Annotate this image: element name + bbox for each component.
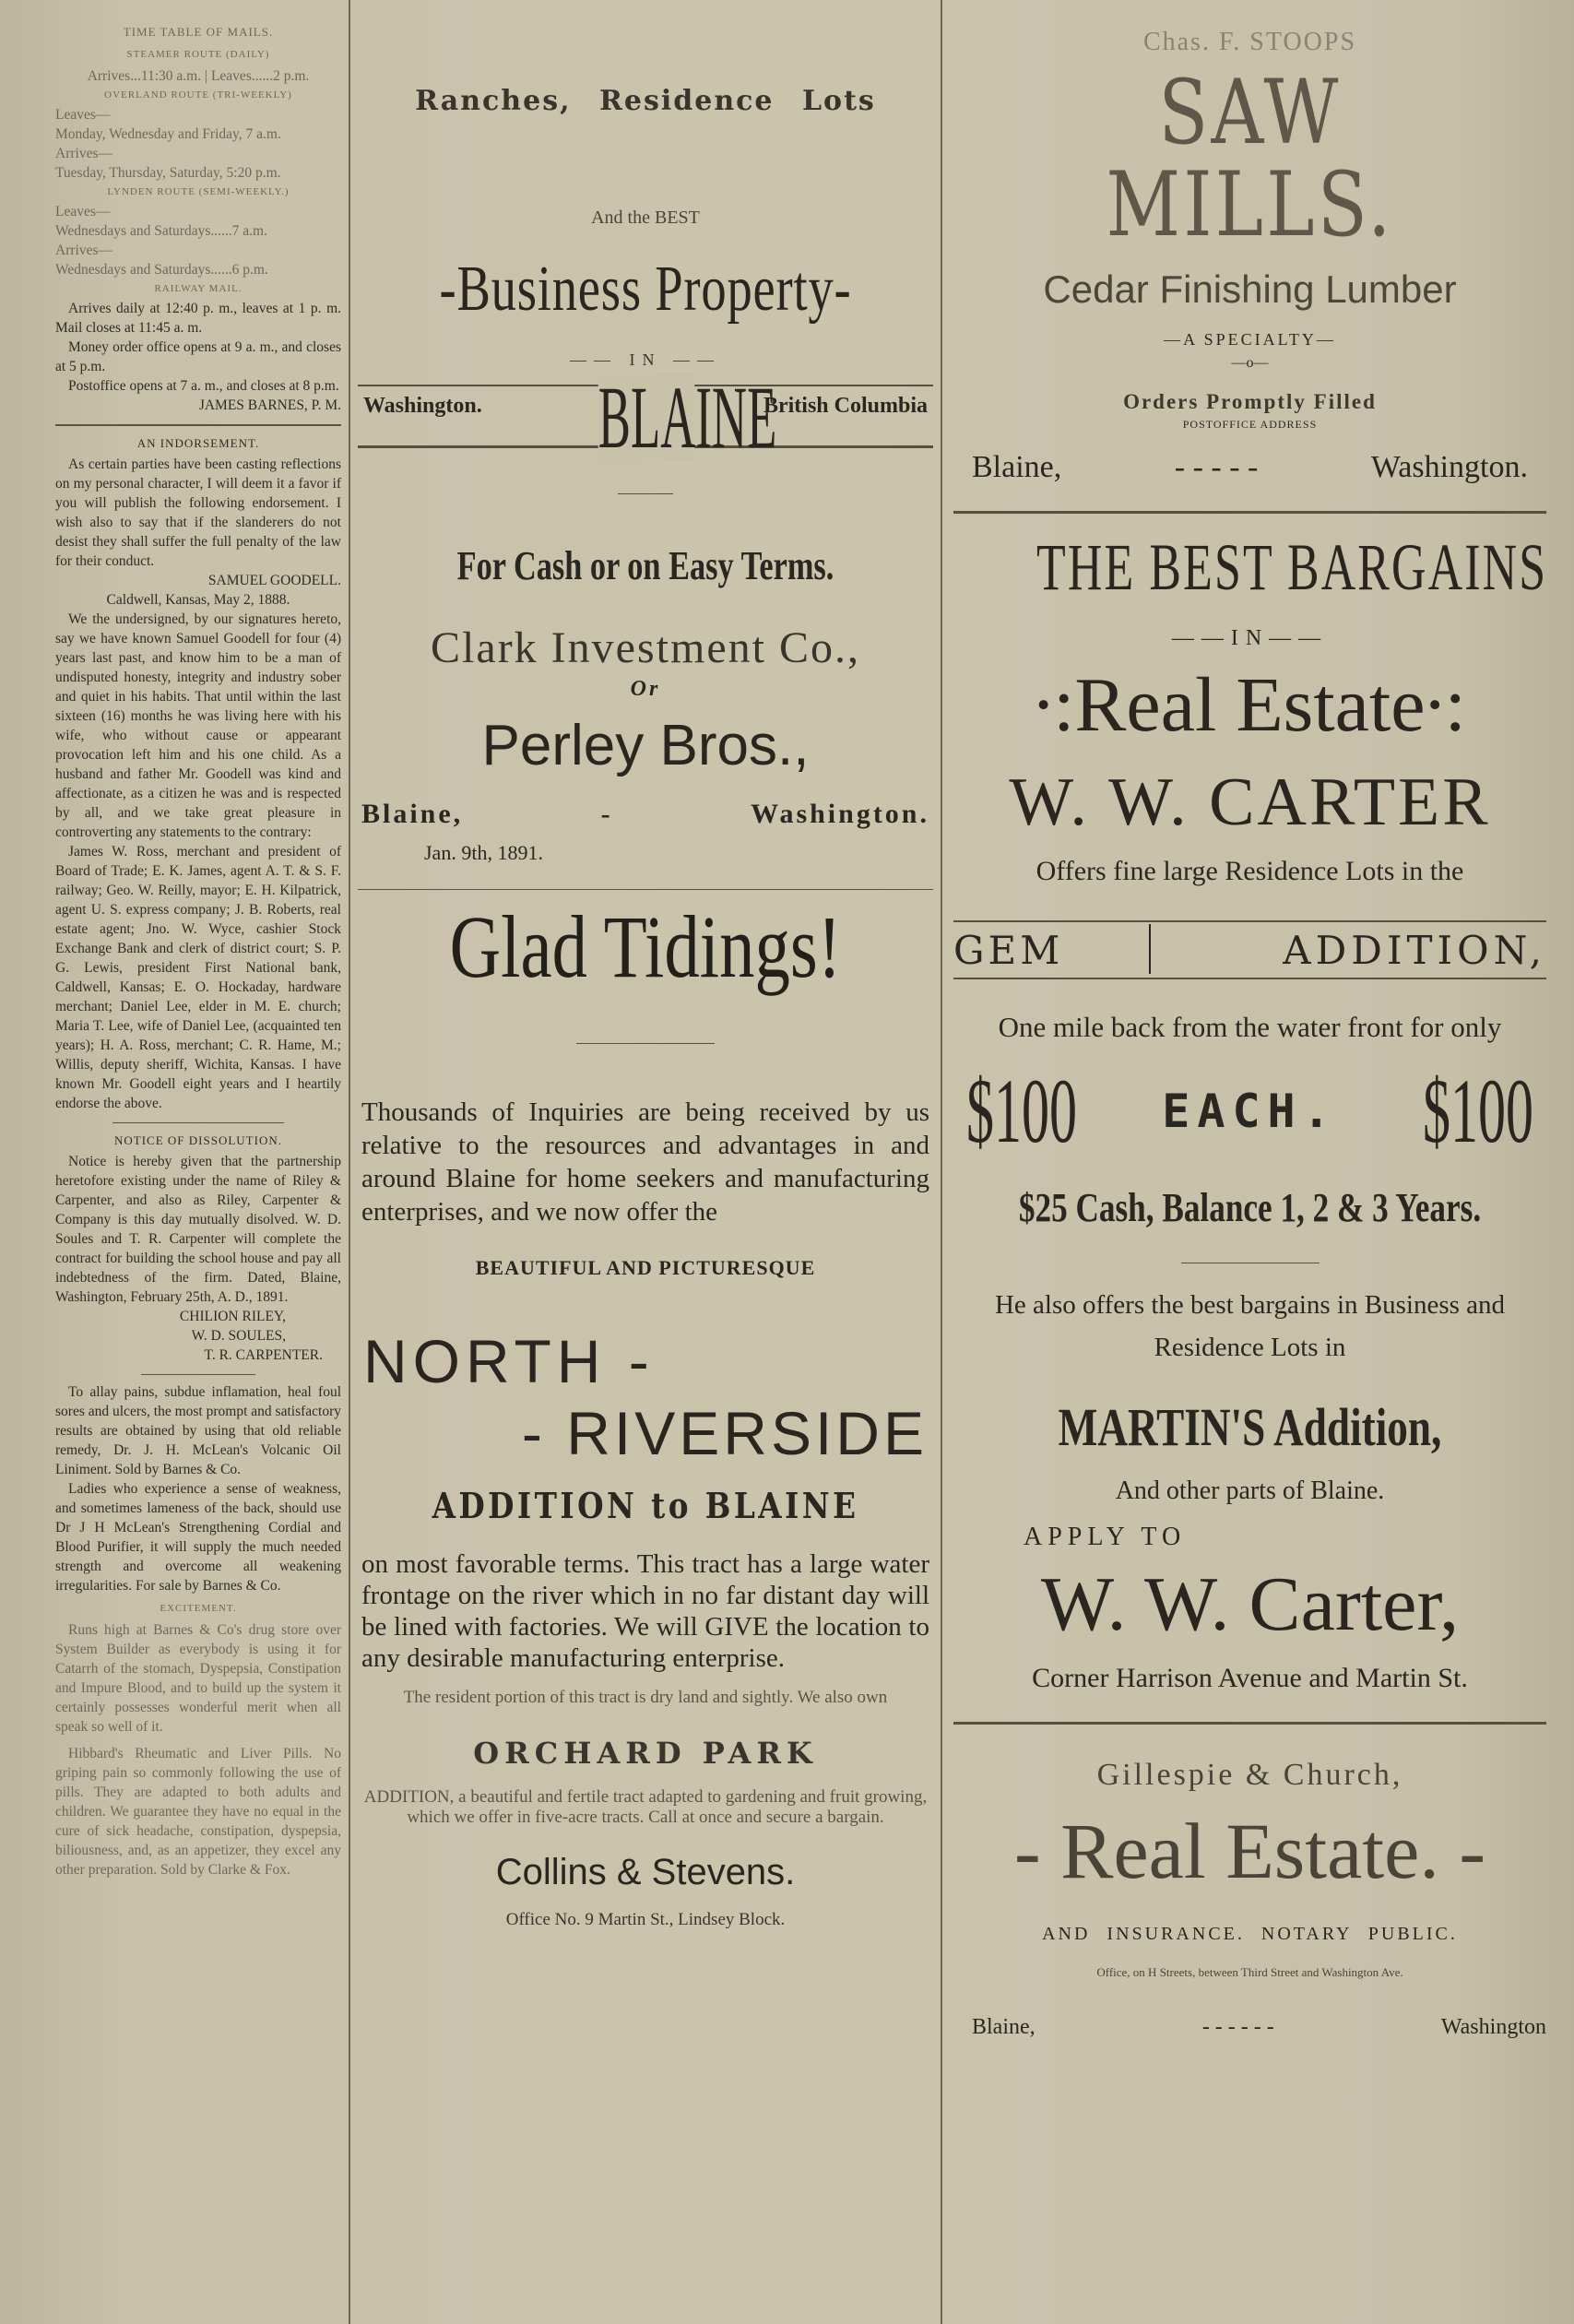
overland-route: OVERLAND ROUTE (TRI-WEEKLY) bbox=[104, 89, 292, 101]
in-label-3: ——IN—— bbox=[1171, 626, 1329, 650]
divider bbox=[358, 889, 933, 890]
ly-leaves: Leaves— bbox=[55, 204, 111, 219]
dissolution-title: NOTICE OF DISSOLUTION. bbox=[114, 1133, 282, 1147]
endorse-body: We the undersigned, by our signatures hereto, say we have known Samuel Goodell for four (4) years last past, and know him to be a man of undisputed honesty, integrity and industry sober and quiet in his habits. That until within the last sixteen (16) months he was living here with his wife, who without cause or appearant provocation left him and his one child. As a husband and father Mr. Goodell was kind and affectionate, as a citizen he was and is respected by all, and we take great pleasure in controverting any statements to the contrary: bbox=[55, 611, 341, 840]
cedar-lumber: Cedar Finishing Lumber bbox=[1043, 267, 1457, 311]
gc-office: Office, on H Streets, between Third Street and Washington Ave. bbox=[1096, 1965, 1403, 1979]
price-row bbox=[953, 1061, 1546, 1162]
divider bbox=[55, 424, 341, 426]
gillespie-church: Gillespie & Church, bbox=[1096, 1758, 1403, 1792]
price-left: $100 bbox=[966, 1060, 1077, 1162]
riverside-heading: - RIVERSIDE bbox=[521, 1399, 928, 1467]
gem-rule-bottom bbox=[953, 978, 1546, 979]
martins-addition: MARTIN'S Addition, bbox=[1058, 1397, 1442, 1457]
real-estate-text: Real Estate bbox=[1074, 662, 1426, 748]
offers-text: Offers fine large Residence Lots in the bbox=[1036, 856, 1464, 886]
gem-label: GEM bbox=[953, 928, 1064, 973]
gc-dashes: - - - - - - bbox=[1201, 2015, 1274, 2039]
o-ornament: —o— bbox=[1231, 355, 1269, 371]
lynden-route: LYNDEN ROUTE (SEMI-WEEKLY.) bbox=[107, 186, 290, 197]
dissolution-text: Notice is hereby given that the partnership heretofore existing under the name of Riley & Carpenter, and also as Riley, Carpenter & Company is this day mutually disolved. W. D. Soules and T. R. Carpenter will complete the contract for building the school house and pay all indebtedness of the firm. Dated, Blaine, Washington, February 25th, A. D., 1891. bbox=[55, 1154, 341, 1305]
excitement-title: EXCITEMENT. bbox=[160, 1603, 237, 1614]
collins-stevens: Collins & Stevens. bbox=[495, 1852, 796, 1892]
sig1: CHILION RILEY, bbox=[179, 1309, 286, 1324]
short-rule bbox=[576, 1043, 715, 1044]
carter-apply: W. W. Carter, bbox=[1040, 1561, 1460, 1647]
perley-washington: Washington. bbox=[751, 799, 929, 829]
resident-text: The resident portion of this tract is dry land and sightly. We also own bbox=[403, 1688, 888, 1707]
perley-dash: - bbox=[600, 799, 613, 829]
stoops-dashes: - - - - - bbox=[1174, 450, 1259, 484]
endorse-text: As certain parties have been casting reflections on my personal character, I will deem it a favor if you will publish the following endorsement. I wish also to say that if the slanderers do not desist they shall suffer the full penalty of the law for their conduct. bbox=[55, 456, 341, 569]
ly-arrives: Arrives— bbox=[55, 243, 112, 258]
or-label: Or bbox=[630, 677, 661, 701]
addition-heading: ADDITION to BLAINE bbox=[432, 1485, 859, 1526]
bc-label: British Columbia bbox=[763, 394, 928, 418]
endorse-place: Caldwell, Kansas, May 2, 1888. bbox=[106, 592, 290, 608]
postmaster: JAMES BARNES, P. M. bbox=[198, 397, 341, 413]
beautiful-heading: BEAUTIFUL AND PICTURESQUE bbox=[475, 1256, 816, 1279]
ranches-heading: Ranches, Residence Lots bbox=[415, 85, 876, 117]
sig2: W. D. SOULES, bbox=[191, 1328, 286, 1344]
washington-label: Washington. bbox=[363, 394, 482, 418]
clark-investment: Clark Investment Co., bbox=[431, 623, 860, 672]
postoffice-address: POSTOFFICE ADDRESS bbox=[1182, 418, 1318, 431]
short-rule bbox=[618, 493, 673, 494]
stoops-washington: Washington. bbox=[1370, 450, 1528, 484]
office-address: Office No. 9 Martin St., Lindsey Block. bbox=[505, 1910, 786, 1929]
cash-terms: $25 Cash, Balance 1, 2 & 3 Years. bbox=[1018, 1185, 1482, 1230]
perley-date: Jan. 9th, 1891. bbox=[424, 841, 543, 864]
orchard-text: ADDITION, a beautiful and fertile tract adapted to gardening and fruit growing, which we offer in five-acre tracts. Call at once and secure a bargain. bbox=[363, 1787, 928, 1827]
mails-title: TIME TABLE OF MAILS. bbox=[123, 25, 274, 39]
gem-separator bbox=[1149, 924, 1151, 974]
middle-column bbox=[349, 0, 941, 2324]
in-text: IN bbox=[629, 350, 662, 369]
also-text: He also offers the best bargains in Business and Residence Lots in bbox=[994, 1290, 1506, 1362]
blaine-title: BLAINE bbox=[598, 368, 777, 467]
divider bbox=[112, 1122, 284, 1123]
gem-rule-top bbox=[953, 920, 1546, 922]
railway-mail: RAILWAY MAIL. bbox=[154, 283, 243, 294]
specialty: —A SPECIALTY— bbox=[1164, 330, 1336, 349]
ly-arrives-time: Wednesdays and Saturdays......6 p.m. bbox=[55, 262, 268, 278]
real-estate-heading: ∙:Real Estate∙: bbox=[1034, 662, 1466, 748]
terms-heading: For Cash or on Easy Terms. bbox=[456, 543, 834, 588]
gem-addition-banner bbox=[953, 920, 1546, 985]
best-bargains: THE BEST BARGAINS bbox=[1036, 530, 1548, 604]
railway-text: Arrives daily at 12:40 p. m., leaves at 1 p. m. Mail closes at 11:45 a. m. bbox=[55, 301, 341, 336]
orchard-park: ORCHARD PARK bbox=[473, 1736, 818, 1771]
ol-leaves: Leaves— bbox=[55, 107, 111, 123]
inquiries-text: Thousands of Inquiries are being received by us relative to the resources and advantages in and around Blaine for home seekers and manufacturing enterprises, and we now offer the bbox=[361, 1097, 929, 1227]
north-heading: NORTH - bbox=[363, 1327, 655, 1395]
price-right: $100 bbox=[1423, 1060, 1533, 1162]
carter-heading: W. W. CARTER bbox=[1009, 765, 1491, 840]
divider bbox=[141, 1374, 255, 1375]
sig3: T. R. CARPENTER. bbox=[204, 1347, 323, 1363]
ol-arrives: Arrives— bbox=[55, 146, 112, 161]
stoops-blaine: Blaine, bbox=[972, 450, 1062, 484]
endorse-names: James W. Ross, merchant and president of Board of Trade; E. K. James, agent A. T. & S. F. railway; Geo. W. Reilly, mayor; E. H. Kilpatrick, agent U. S. express company; J. B. Roberts, real estate agent; Jno. W. Wyce, cashier Stock Exchange Bank and clerk of district court; S. P. G. Lewis, president First National bank, Caldwell, Kansas; E. O. Hockaday, hardware merchant; Daniel Lee, elder in M. E. church; Maria T. Lee, wife of Daniel Lee, (acquainted ten years); H. A. Ross, merchant; C. R. Hame, M.; Willis, deputy sheriff, Wichita, Kansas. I have known Mr. Goodell eight years and I heartily endorse the above. bbox=[55, 844, 341, 1111]
gc-blaine: Blaine, bbox=[972, 2015, 1036, 2039]
endorse-sig: SAMUEL GOODELL. bbox=[207, 573, 341, 588]
ol-leaves-time: Monday, Wednesday and Friday, 7 a.m. bbox=[55, 126, 281, 142]
favorable-text: on most favorable terms. This tract has a large water frontage on the river which in no far distant day will be lined with factories. We will GIVE the location to any desirable manufacturing enterprise. bbox=[361, 1549, 929, 1673]
gc-washington: Washington bbox=[1440, 2015, 1546, 2039]
excitement-ad: Runs high at Barnes & Co's drug store over System Builder as everybody is using it for Catarrh of the stomach, Dyspepsia, Constipation and Impure Blood, and to build up the system it certainly possesses wonderful merit when all speak so well of it. bbox=[55, 1622, 341, 1735]
one-mile-text: One mile back from the water front for only bbox=[998, 1011, 1502, 1043]
hibbard-ad: Hibbard's Rheumatic and Liver Pills. No griping pain so commonly following the use of pills. They are adapted to both adults and children. We guarantee they have no equal in the cure of sick headache, constipation, dyspepsia, biliousness, and, as an appetizer, they excel any other preparation. Sold by Clarke & Fox. bbox=[55, 1746, 341, 1878]
divider bbox=[953, 1722, 1546, 1725]
perley-blaine: Blaine, bbox=[361, 799, 464, 829]
orders-filled: Orders Promptly Filled bbox=[1123, 390, 1377, 413]
insurance-notary: AND INSURANCE. NOTARY PUBLIC. bbox=[1042, 1924, 1458, 1944]
left-column bbox=[0, 0, 349, 2324]
business-property: -Business Property- bbox=[439, 254, 852, 325]
right-column bbox=[941, 0, 1574, 2324]
gc-address bbox=[953, 2015, 1546, 2040]
glad-tidings: Glad Tidings! bbox=[449, 897, 842, 996]
money-order: Money order office opens at 9 a. m., and closes at 5 p.m. bbox=[55, 339, 341, 374]
corner-address: Corner Harrison Avenue and Martin St. bbox=[1032, 1663, 1468, 1693]
in-label: —— IN —— bbox=[570, 350, 721, 369]
in-text-3: IN bbox=[1230, 626, 1270, 650]
apply-to: APPLY TO bbox=[1024, 1523, 1187, 1551]
each-label: EACH. bbox=[1162, 1085, 1338, 1138]
stoops-address bbox=[953, 450, 1546, 485]
stoops-name: Chas. F. STOOPS bbox=[1142, 28, 1357, 56]
ladies-ad: Ladies who experience a sense of weakness, and sometimes lameness of the back, should use Dr J H McLean's Strengthening Cordial and Blood Purifier, it will supply the much needed strength and overcome all weakening irregularities. For sale by Barnes & Co. bbox=[55, 1481, 341, 1594]
steamer-times: Arrives...11:30 a.m. | Leaves......2 p.m. bbox=[87, 68, 310, 84]
ly-leaves-time: Wednesdays and Saturdays......7 a.m. bbox=[55, 223, 267, 239]
perley-bros: Perley Bros., bbox=[481, 714, 810, 777]
and-best: And the BEST bbox=[591, 208, 700, 228]
postoffice-hours: Postoffice opens at 7 a. m., and closes at 8 p.m. bbox=[68, 378, 339, 394]
addition-label: ADDITION, bbox=[1283, 928, 1546, 973]
steamer-route: STEAMER ROUTE (DAILY) bbox=[126, 49, 270, 60]
ol-arrives-time: Tuesday, Thursday, Saturday, 5:20 p.m. bbox=[55, 165, 281, 181]
pains-ad: To allay pains, subdue inflamation, heal foul sores and ulcers, the most prompt and satisfactory results are obtained by using that old reliable remedy, Dr. J. H. McLean's Volcanic Oil Liniment. Sold by Barnes & Co. bbox=[55, 1384, 341, 1477]
real-estate-2: - Real Estate. - bbox=[1013, 1807, 1485, 1895]
divider bbox=[953, 511, 1546, 514]
endorse-title: AN INDORSEMENT. bbox=[136, 436, 260, 450]
blaine-banner bbox=[358, 368, 933, 467]
saw-mills: SAW MILLS. bbox=[1106, 61, 1394, 256]
perley-address bbox=[358, 799, 933, 830]
other-parts: And other parts of Blaine. bbox=[1115, 1476, 1385, 1505]
